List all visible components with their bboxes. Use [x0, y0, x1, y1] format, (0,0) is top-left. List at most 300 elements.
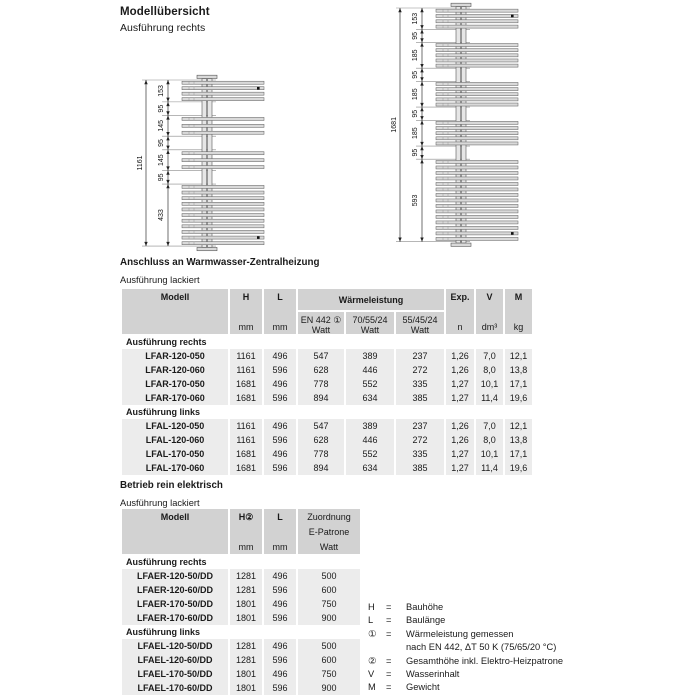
value-cell: 335 — [396, 377, 444, 391]
segment-dimension-label: 95 — [412, 148, 419, 157]
value-cell: 1,27 — [446, 461, 474, 475]
legend-row — [368, 681, 563, 694]
header-group-power — [298, 289, 444, 310]
legend-text: Wasserinhalt — [406, 669, 460, 680]
radiator-tube — [436, 103, 518, 106]
dimension-arrow — [420, 142, 423, 146]
value-cell: 8,0 — [476, 363, 503, 377]
value-cell: 7,0 — [476, 349, 503, 363]
dimension-arrow — [420, 107, 423, 111]
elektro-table — [122, 509, 360, 695]
value-cell: 10,1 — [476, 447, 503, 461]
value-cell: 272 — [396, 363, 444, 377]
legend-text: Bauhöhe — [406, 602, 444, 612]
dimension-arrow — [420, 42, 423, 46]
segment-dimension-label: 185 — [412, 88, 419, 101]
value-cell: 335 — [396, 447, 444, 461]
value-cell: 1681 — [230, 461, 262, 475]
segment-dimension-label: 145 — [158, 119, 165, 132]
radiator-tube — [436, 14, 518, 17]
radiator-tube — [436, 193, 518, 196]
radiator-tube — [182, 208, 264, 211]
dimension-arrow — [166, 98, 169, 102]
value-cell: 13,8 — [505, 363, 532, 377]
value-cell: 7,0 — [476, 419, 503, 433]
radiator-tube — [436, 166, 518, 169]
header-col-l — [264, 509, 296, 554]
value-cell: 750 — [298, 667, 360, 681]
value-cell: 1681 — [230, 447, 262, 461]
value-cell: 11,4 — [476, 391, 503, 405]
value-cell: 750 — [298, 597, 360, 611]
dimension-arrow — [420, 237, 423, 241]
value-cell: 496 — [264, 419, 296, 433]
value-cell: 1801 — [230, 597, 262, 611]
legend-text: nach EN 442, ΔT 50 K (75/65/20 °C) — [406, 642, 557, 653]
value-cell: 1281 — [230, 639, 262, 653]
segment-dimension-label: 593 — [412, 194, 419, 207]
legend-row — [368, 628, 563, 641]
value-cell: 1681 — [230, 391, 262, 405]
radiator-tube — [436, 182, 518, 185]
dimension-arrow — [166, 180, 169, 184]
header-label: 70/55/24 — [352, 315, 388, 325]
header-label: V — [486, 292, 493, 302]
vent-marker — [257, 236, 260, 239]
dimension-arrow — [398, 8, 401, 12]
radiator-tube — [182, 185, 264, 188]
radiator-tube — [182, 98, 264, 101]
dimension-arrow — [420, 146, 423, 150]
header-power-subcol — [346, 312, 394, 334]
value-cell: 19,6 — [505, 391, 532, 405]
legend-symbol: M — [368, 682, 376, 693]
radiator-tube — [436, 9, 518, 12]
radiator-tube — [182, 124, 264, 127]
value-cell: 628 — [298, 363, 344, 377]
dimension-arrow — [166, 184, 169, 188]
radiator-tube — [436, 210, 518, 213]
value-cell: 17,1 — [505, 447, 532, 461]
model-cell: LFAL-120-060 — [122, 433, 228, 447]
dimension-arrow — [420, 155, 423, 159]
legend-symbol — [368, 641, 386, 654]
dimension-arrow — [166, 146, 169, 150]
dimension-arrow — [166, 166, 169, 170]
value-cell: 596 — [264, 583, 296, 597]
radiator-tube — [436, 121, 518, 124]
value-cell: 596 — [264, 363, 296, 377]
value-cell: 8,0 — [476, 433, 503, 447]
value-cell: 1281 — [230, 583, 262, 597]
model-cell: LFAEL-170-60/DD — [122, 681, 228, 695]
header-col-v — [476, 289, 503, 334]
header-col-h — [230, 289, 262, 334]
value-cell: 389 — [346, 419, 394, 433]
value-cell: 496 — [264, 447, 296, 461]
radiator-tube — [436, 215, 518, 218]
radiator-tube — [436, 226, 518, 229]
radiator-tube — [436, 64, 518, 67]
table-body — [122, 555, 360, 695]
header-power-subcol — [396, 312, 444, 334]
value-cell: 552 — [346, 447, 394, 461]
value-cell: 1801 — [230, 611, 262, 625]
group-label: Ausführung rechts — [122, 555, 360, 569]
header-col-m — [505, 289, 532, 334]
vent-marker — [257, 87, 260, 90]
radiator-tube — [436, 132, 518, 135]
dimension-arrow — [166, 150, 169, 154]
top-cap — [451, 3, 471, 6]
header-unit: kg — [513, 322, 524, 332]
model-cell: LFAR-170-050 — [122, 377, 228, 391]
value-cell: 547 — [298, 349, 344, 363]
dimension-arrow — [420, 29, 423, 33]
value-cell: 778 — [298, 377, 344, 391]
dimension-arrow — [420, 25, 423, 29]
section2-finish-label: Ausführung lackiert — [120, 498, 200, 508]
legend-row — [368, 641, 563, 654]
header-label: H — [242, 292, 250, 302]
model-cell: LFAR-170-060 — [122, 391, 228, 405]
radiator-tube — [436, 137, 518, 140]
top-cap — [197, 75, 217, 78]
dimension-arrow — [420, 116, 423, 120]
dimension-arrow — [144, 80, 147, 84]
header-col-model — [122, 509, 228, 554]
value-cell: 1,27 — [446, 377, 474, 391]
value-cell: 1281 — [230, 653, 262, 667]
value-cell: 596 — [264, 433, 296, 447]
radiator-tube — [182, 159, 264, 162]
legend-row — [368, 655, 563, 668]
segment-dimension-label: 185 — [412, 127, 419, 140]
segment-dimension-label: 145 — [158, 154, 165, 166]
header-unit: dm³ — [481, 322, 498, 332]
value-cell: 894 — [298, 461, 344, 475]
radiator-tube — [182, 219, 264, 222]
value-cell: 237 — [396, 349, 444, 363]
value-cell: 547 — [298, 419, 344, 433]
title-block — [120, 6, 210, 34]
group-label: Ausführung rechts — [122, 335, 532, 349]
header-label: E-Patrone — [308, 527, 350, 537]
radiator-tube — [182, 225, 264, 228]
legend-symbol: H — [368, 602, 375, 612]
vent-marker — [511, 232, 514, 235]
segment-dimension-label: 95 — [412, 31, 419, 40]
section2-heading: Betrieb rein elektrisch — [120, 480, 223, 491]
legend-row — [368, 601, 563, 614]
dimension-arrow — [420, 81, 423, 85]
segment-dimension-label: 153 — [412, 12, 419, 25]
dimension-arrow — [166, 242, 169, 246]
legend — [368, 601, 563, 695]
section1-heading: Anschluss an Warmwasser-Zentralheizung — [120, 257, 320, 268]
legend-equals: = — [386, 615, 392, 626]
dimension-arrow — [420, 38, 423, 42]
value-cell: 389 — [346, 349, 394, 363]
dimension-arrow — [420, 159, 423, 163]
bottom-cap — [451, 243, 471, 246]
value-cell: 496 — [264, 597, 296, 611]
value-cell: 13,8 — [505, 433, 532, 447]
value-cell: 1,26 — [446, 419, 474, 433]
header-col-exp — [446, 289, 474, 334]
radiator-tube — [436, 49, 518, 52]
header-col-epatrone — [298, 509, 360, 554]
segment-dimension-label: 95 — [158, 173, 165, 182]
dimension-arrow — [420, 68, 423, 72]
radiator-diagram-right — [390, 0, 530, 250]
table-body — [122, 335, 532, 475]
value-cell: 1,27 — [446, 447, 474, 461]
radiator-tube — [182, 197, 264, 200]
table-header — [122, 289, 532, 334]
dimension-arrow — [144, 242, 147, 246]
dimension-arrow — [420, 103, 423, 107]
header-label: Exp. — [450, 292, 470, 302]
value-cell: 10,1 — [476, 377, 503, 391]
dimension-arrow — [166, 80, 169, 84]
value-cell: 272 — [396, 433, 444, 447]
dimension-arrow — [166, 111, 169, 115]
radiator-tube — [182, 152, 264, 155]
legend-text: Gewicht — [406, 682, 440, 693]
value-cell: 628 — [298, 433, 344, 447]
radiator-tube — [436, 204, 518, 207]
radiator-tube — [436, 171, 518, 174]
radiator-tube — [436, 232, 518, 235]
legend-symbol: V — [368, 669, 375, 680]
value-cell: 446 — [346, 363, 394, 377]
legend-symbol: ② — [368, 655, 377, 666]
radiator-tube — [436, 25, 518, 28]
segment-dimension-label: 153 — [158, 85, 165, 97]
value-cell: 237 — [396, 419, 444, 433]
model-cell: LFAEL-120-60/DD — [122, 653, 228, 667]
value-cell: 1,27 — [446, 391, 474, 405]
radiator-tube — [436, 199, 518, 202]
dimension-arrow — [420, 77, 423, 81]
radiator-tube — [436, 237, 518, 240]
model-cell: LFAL-170-060 — [122, 461, 228, 475]
value-cell: 1801 — [230, 681, 262, 695]
radiator-tube — [182, 191, 264, 194]
radiator-tube — [182, 92, 264, 95]
header-col-model — [122, 289, 228, 334]
value-cell: 894 — [298, 391, 344, 405]
value-cell: 596 — [264, 653, 296, 667]
header-label: Modell — [160, 512, 190, 522]
legend-equals: = — [386, 628, 392, 639]
model-cell: LFAL-120-050 — [122, 419, 228, 433]
header-label: Modell — [160, 292, 190, 302]
model-cell: LFAEL-170-50/DD — [122, 667, 228, 681]
radiator-tube — [436, 221, 518, 224]
radiator-tube — [182, 242, 264, 245]
value-cell: 12,1 — [505, 419, 532, 433]
dimension-arrow — [166, 102, 169, 106]
value-cell: 596 — [264, 461, 296, 475]
radiator-tube — [182, 230, 264, 233]
value-cell: 496 — [264, 377, 296, 391]
legend-equals: = — [386, 682, 392, 693]
header-label: 55/45/24 — [402, 315, 438, 325]
dimension-arrow — [166, 136, 169, 140]
value-cell: 1,26 — [446, 349, 474, 363]
page-title: Modellübersicht — [120, 6, 210, 18]
radiator-tube — [182, 202, 264, 205]
header-unit: mm — [238, 322, 254, 332]
value-cell: 596 — [264, 681, 296, 695]
value-cell: 496 — [264, 569, 296, 583]
value-cell: 500 — [298, 639, 360, 653]
value-cell: 12,1 — [505, 349, 532, 363]
value-cell: 1281 — [230, 569, 262, 583]
header-unit: Watt — [319, 542, 339, 552]
legend-equals — [386, 641, 406, 654]
header-unit: mm — [272, 542, 288, 552]
radiator-tube — [436, 142, 518, 145]
radiator-tube — [182, 214, 264, 217]
legend-row — [368, 668, 563, 681]
table-header — [122, 509, 360, 554]
radiator-tube — [436, 88, 518, 91]
value-cell: 17,1 — [505, 377, 532, 391]
header-power-subcol — [298, 312, 344, 334]
radiator-tube — [182, 236, 264, 239]
header-label: M — [514, 292, 523, 302]
page-subtitle: Ausführung rechts — [120, 22, 206, 34]
value-cell: 600 — [298, 583, 360, 597]
model-cell: LFAER-170-50/DD — [122, 597, 228, 611]
group-label: Ausführung links — [122, 625, 360, 639]
value-cell: 1,26 — [446, 363, 474, 377]
value-cell: 496 — [264, 349, 296, 363]
bottom-cap — [197, 247, 217, 250]
value-cell: 11,4 — [476, 461, 503, 475]
group-label: Ausführung links — [122, 405, 532, 419]
radiator-tube — [436, 20, 518, 23]
legend-text: Wärmeleistung gemessen — [406, 628, 514, 639]
value-cell: 900 — [298, 681, 360, 695]
value-cell: 634 — [346, 391, 394, 405]
segment-dimension-label: 95 — [158, 104, 165, 113]
header-label: L — [277, 292, 283, 302]
vent-marker — [511, 15, 514, 18]
segment-dimension-label: 185 — [412, 49, 419, 62]
radiator-tube — [182, 166, 264, 169]
radiator-tube — [436, 177, 518, 180]
header-unit: Watt — [410, 325, 430, 335]
value-cell: 446 — [346, 433, 394, 447]
header-unit: mm — [272, 322, 288, 332]
radiator-tube — [436, 160, 518, 163]
value-cell: 496 — [264, 639, 296, 653]
value-cell: 600 — [298, 653, 360, 667]
header-unit: mm — [238, 542, 254, 552]
radiator-tube — [436, 59, 518, 62]
model-cell: LFAEL-120-50/DD — [122, 639, 228, 653]
radiator-tube — [182, 131, 264, 134]
value-cell: 1161 — [230, 363, 262, 377]
radiator-tube — [182, 117, 264, 120]
value-cell: 778 — [298, 447, 344, 461]
dimension-arrow — [420, 64, 423, 68]
value-cell: 1681 — [230, 377, 262, 391]
segment-dimension-label: 95 — [412, 70, 419, 79]
value-cell: 1,26 — [446, 433, 474, 447]
header-label: Wärmeleistung — [338, 295, 404, 305]
value-cell: 385 — [396, 461, 444, 475]
header-unit: n — [457, 322, 463, 332]
radiator-tube — [436, 127, 518, 130]
legend-row — [368, 614, 563, 627]
segment-dimension-label: 95 — [412, 109, 419, 118]
value-cell: 552 — [346, 377, 394, 391]
radiator-tube — [436, 98, 518, 101]
header-col-h — [230, 509, 262, 554]
legend-equals: = — [386, 655, 392, 666]
header-col-l — [264, 289, 296, 334]
dimension-arrow — [420, 120, 423, 124]
segment-dimension-label: 95 — [158, 139, 165, 147]
value-cell: 900 — [298, 611, 360, 625]
warmwasser-table — [122, 289, 532, 475]
dimension-arrow — [166, 171, 169, 175]
model-cell: LFAL-170-050 — [122, 447, 228, 461]
value-cell: 1161 — [230, 419, 262, 433]
radiator-tube — [182, 81, 264, 84]
header-label: L — [277, 512, 283, 522]
header-unit: Watt — [311, 325, 331, 335]
legend-symbol: ① — [368, 628, 377, 639]
model-cell: LFAER-120-60/DD — [122, 583, 228, 597]
radiator-tube — [436, 44, 518, 47]
dimension-arrow — [166, 132, 169, 136]
legend-text: Gesamthöhe inkl. Elektro-Heizpatrone — [406, 655, 564, 666]
total-dimension-label: 1161 — [137, 155, 144, 171]
header-label: Zuordnung — [307, 512, 351, 522]
value-cell: 19,6 — [505, 461, 532, 475]
value-cell: 596 — [264, 391, 296, 405]
header-label: H② — [238, 512, 254, 522]
dimension-arrow — [166, 115, 169, 119]
value-cell: 1161 — [230, 433, 262, 447]
value-cell: 1801 — [230, 667, 262, 681]
legend-equals: = — [386, 669, 392, 680]
dimension-arrow — [420, 8, 423, 12]
model-cell: LFAR-120-060 — [122, 363, 228, 377]
segment-dimension-label: 433 — [158, 209, 165, 221]
dimension-arrow — [398, 237, 401, 241]
radiator-tube — [436, 93, 518, 96]
header-label: EN 442 ① — [300, 315, 342, 325]
section1-finish-label: Ausführung lackiert — [120, 275, 200, 285]
value-cell: 596 — [264, 611, 296, 625]
legend-equals: = — [386, 602, 392, 612]
header-unit: Watt — [360, 325, 380, 335]
value-cell: 385 — [396, 391, 444, 405]
value-cell: 496 — [264, 667, 296, 681]
radiator-tube — [436, 82, 518, 85]
value-cell: 500 — [298, 569, 360, 583]
model-cell: LFAER-170-60/DD — [122, 611, 228, 625]
legend-text: Baulänge — [406, 615, 446, 626]
total-dimension-label: 1681 — [391, 117, 398, 133]
